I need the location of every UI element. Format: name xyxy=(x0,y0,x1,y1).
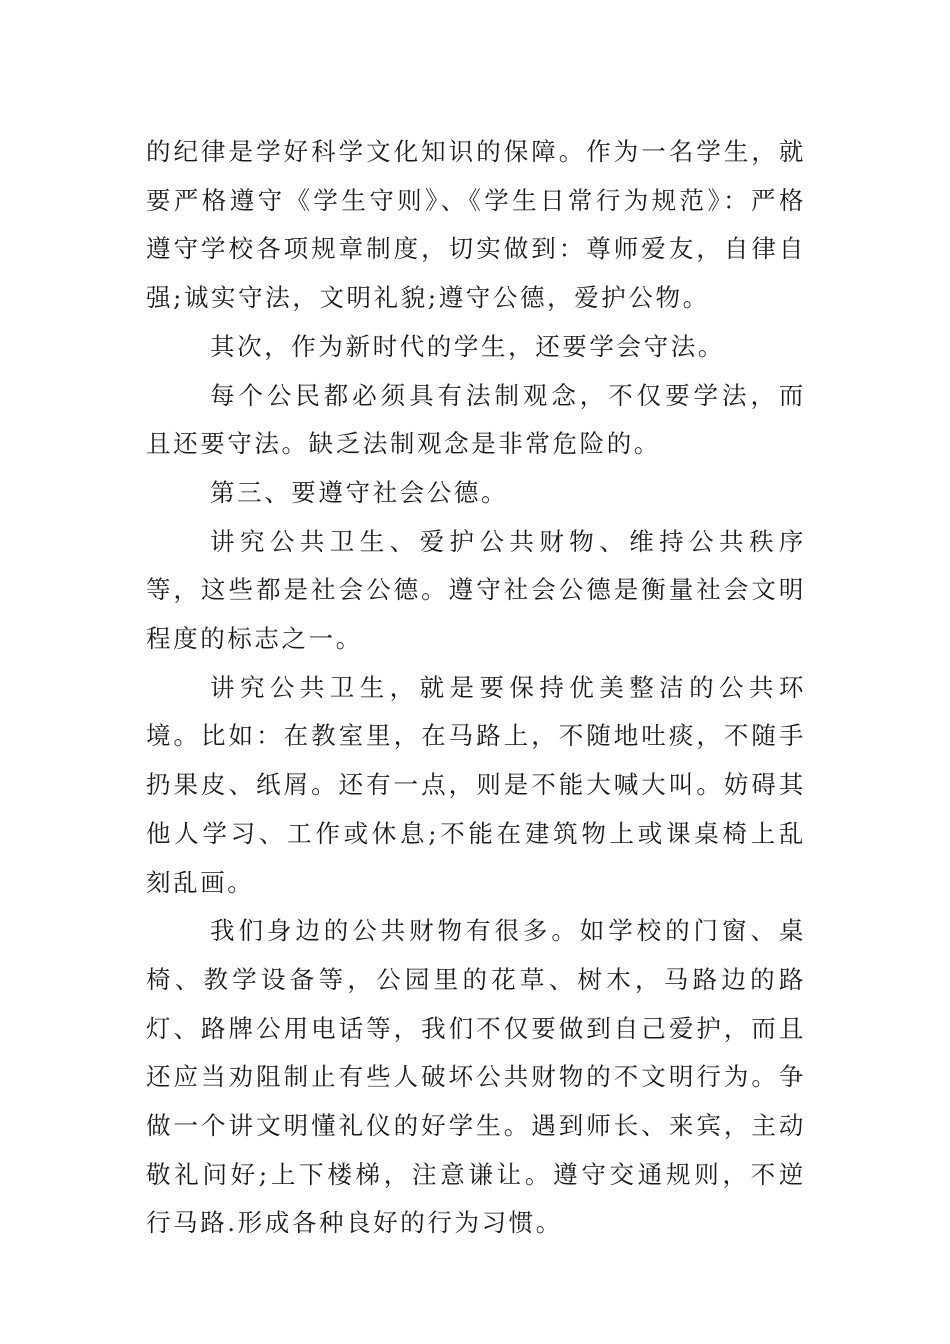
paragraph-1: 的纪律是学好科学文化知识的保障。作为一名学生，就要严格遵守《学生守则》、《学生日常行为规范》：严格遵守学校各项规章制度，切实做到：尊师爱友，自律自强;诚实守法，文明礼貌;遵守公德，爱护公物。 xyxy=(146,137,806,313)
paragraph-3: 每个公民都必须具有法制观念，不仅要学法，而且还要守法。缺乏法制观念是非常危险的。 xyxy=(146,380,806,459)
paragraph-6: 讲究公共卫生，就是要保持优美整洁的公共环境。比如：在教室里，在马路上，不随地吐痰，不随手扔果皮、纸屑。还有一点，则是不能大喊大叫。妨碍其他人学习、工作或休息;不能在建筑物上或课桌椅上乱刻乱画。 xyxy=(146,672,806,897)
paragraph-4: 第三、要遵守社会公德。 xyxy=(210,477,509,507)
document-body xyxy=(146,128,806,1248)
paragraph-2: 其次，作为新时代的学生，还要学会守法。 xyxy=(210,331,725,361)
paragraph-7: 我们身边的公共财物有很多。如学校的门窗、桌椅、教学设备等，公园里的花草、树木，马路边的路灯、路牌公用电话等，我们不仅要做到自己爱护，而且还应当劝阻制止有些人破坏公共财物的不文明行为。争做一个讲文明懂礼仪的好学生。遇到师长、来宾，主动敬礼问好;上下楼梯，注意谦让。遵守交通规则，不逆行马路.形成各种良好的行为习惯。 xyxy=(146,916,806,1238)
paragraph-5: 讲究公共卫生、爱护公共财物、维持公共秩序等，这些都是社会公德。遵守社会公德是衡量社会文明程度的标志之一。 xyxy=(146,526,806,654)
